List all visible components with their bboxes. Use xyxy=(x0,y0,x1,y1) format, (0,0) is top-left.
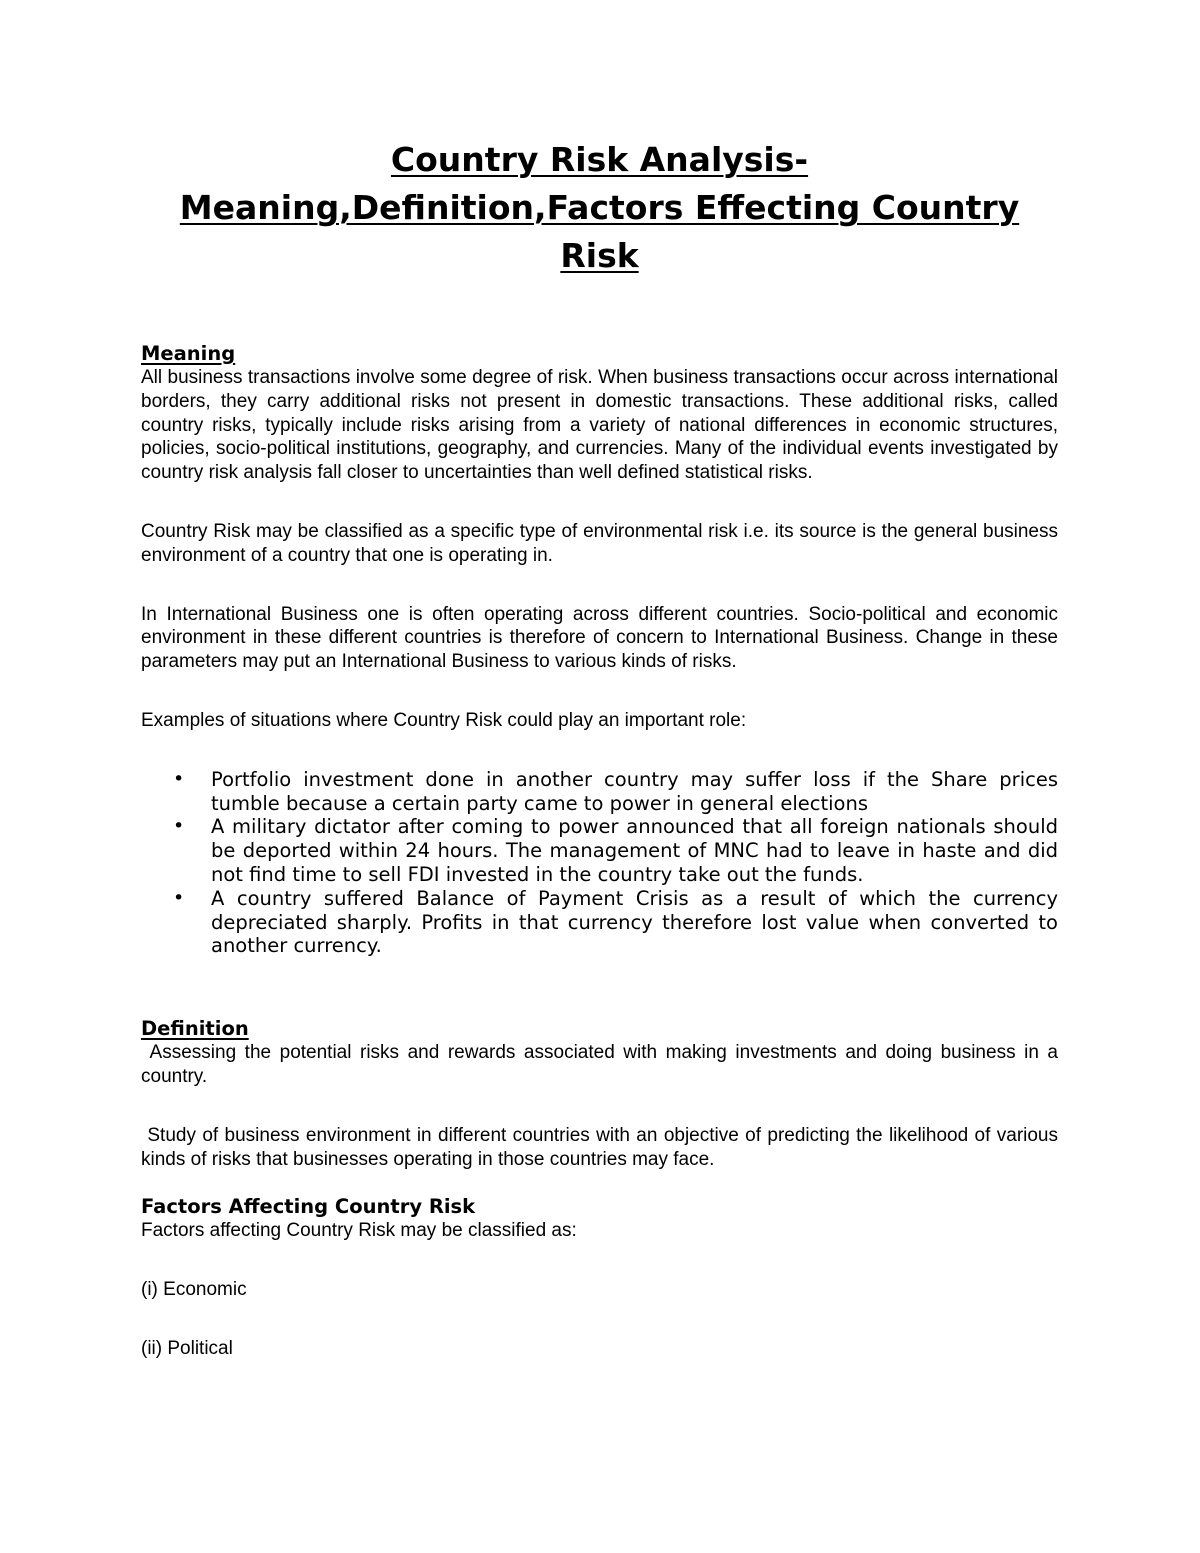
factors-heading: Factors Affecting Country Risk xyxy=(141,1195,476,1219)
list-item xyxy=(141,815,1058,886)
examples-intro: Examples of situations where Country Risk could play an important role: xyxy=(141,709,747,731)
document-content xyxy=(141,136,1064,1361)
bullet-icon: • xyxy=(173,815,185,838)
definition-heading: Definition xyxy=(141,1017,249,1041)
list-item xyxy=(141,768,1058,816)
list-item-text: A country suffered Balance of Payment Crisis as a result of which the currency depreciated sharply. Profits in that currency therefore lost value when converted to another currency. xyxy=(211,886,1058,958)
factors-section xyxy=(141,1195,1058,1360)
definition-paragraph: Assessing the potential risks and rewards associated with making investments and doing business in a country. xyxy=(141,1042,1064,1087)
factors-intro: Factors affecting Country Risk may be classified as: xyxy=(141,1220,577,1242)
definition-section xyxy=(141,1017,1064,1171)
list-item xyxy=(141,887,1058,958)
meaning-paragraph: All business transactions involve some degree of risk. When business transactions occur across international borders, they carry additional risks not present in domestic transactions. These additional risks, called country risks, typically include risks arising from a variety of national differences in economic structures, policies, socio-political institutions, geography, and currencies. Many of the individual events investigated by country risk analysis fall closer to uncertainties than well defined statistical risks. xyxy=(141,367,1058,484)
meaning-paragraph: In International Business one is often operating across different countries. Socio-political and economic environment in these different countries is therefore of concern to International Business. Change in these parameters may put an International Business to various kinds of risks. xyxy=(141,603,1058,673)
list-item-text: Portfolio investment done in another country may suffer loss if the Share prices tumble because a certain party came to power in general elections xyxy=(211,767,1058,815)
title-line: Meaning,Definition,Factors Effecting Country xyxy=(179,188,1020,227)
examples-list xyxy=(141,768,1058,958)
meaning-paragraph: Country Risk may be classified as a specific type of environmental risk i.e. its source is the general business environment of a country that one is operating in. xyxy=(141,520,1058,566)
bullet-icon: • xyxy=(173,767,185,790)
meaning-section xyxy=(141,342,1058,958)
meaning-heading: Meaning xyxy=(141,342,236,365)
document-title xyxy=(141,136,1058,280)
title-line: Risk xyxy=(560,236,639,275)
factor-item: (ii) Political xyxy=(141,1337,233,1359)
definition-paragraph: Study of business environment in different countries with an objective of predicting the likelihood of various kinds of risks that businesses operating in those countries may face. xyxy=(141,1124,1064,1170)
list-item-text: A military dictator after coming to power announced that all foreign nationals should be deported within 24 hours. The management of MNC had to leave in haste and did not find time to sell FDI invested in the country take out the funds. xyxy=(211,815,1058,886)
bullet-icon: • xyxy=(173,886,185,909)
title-line: Country Risk Analysis- xyxy=(390,140,809,179)
factor-item: (i) Economic xyxy=(141,1279,247,1301)
